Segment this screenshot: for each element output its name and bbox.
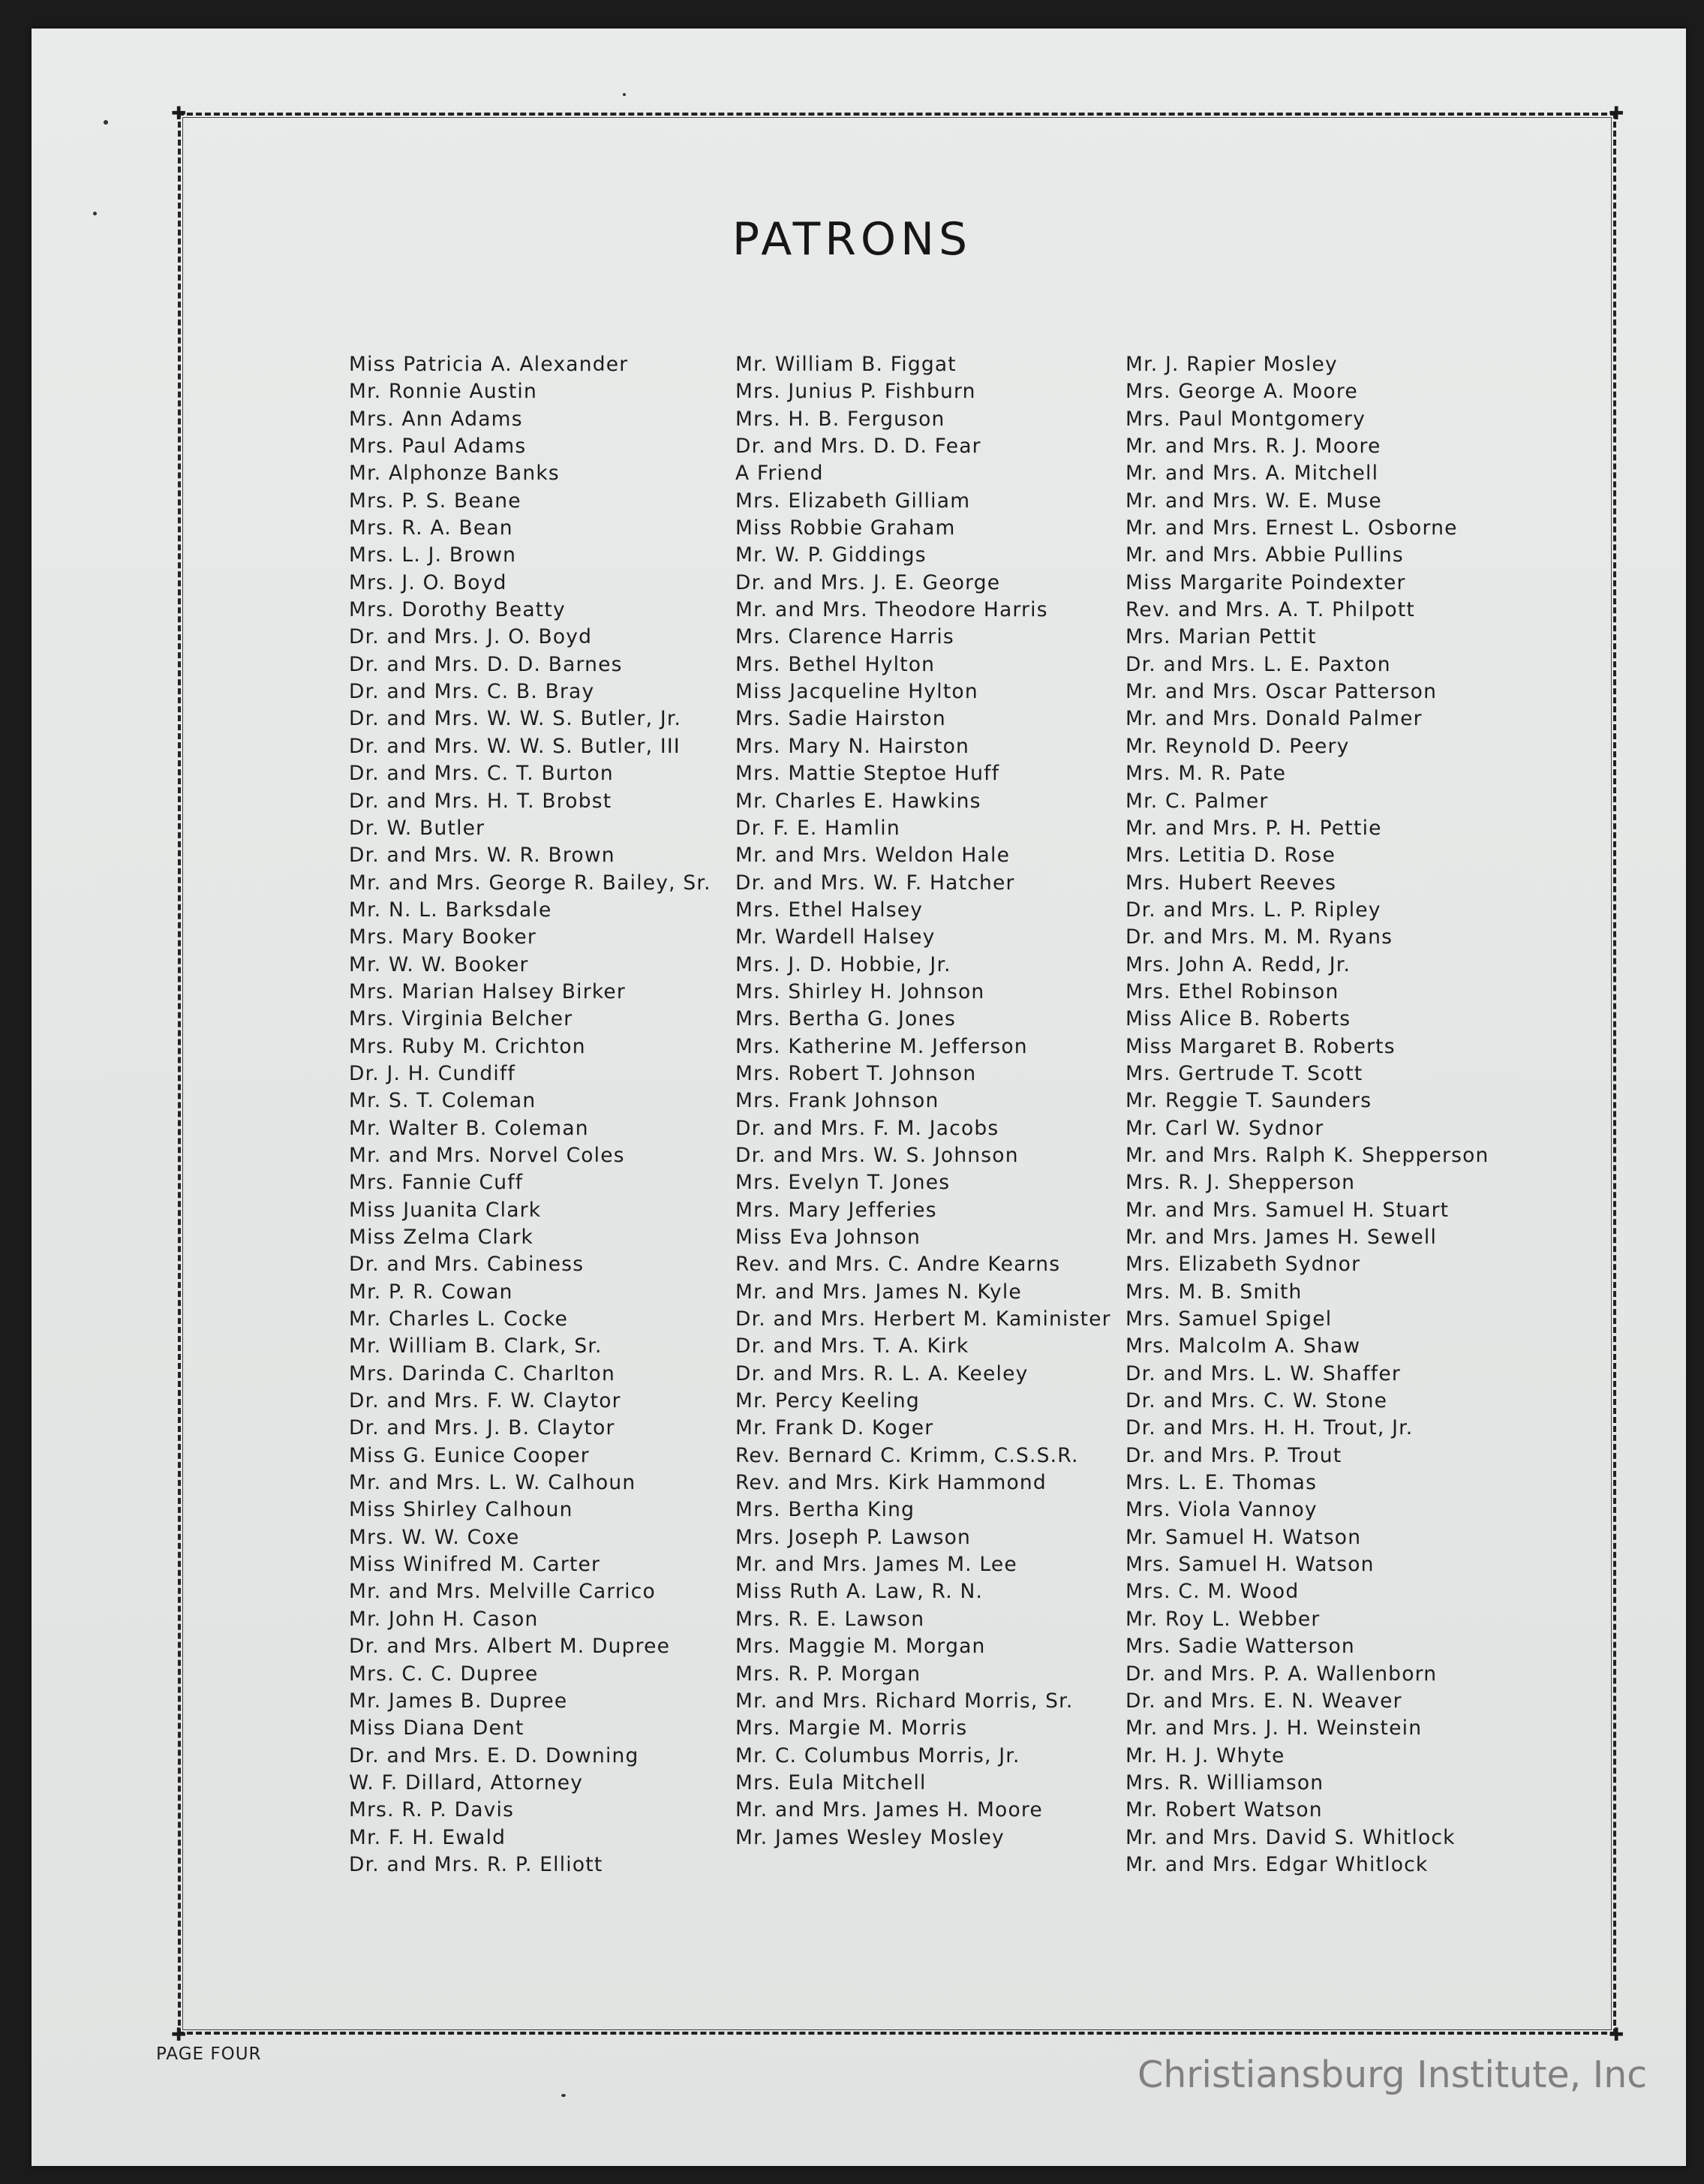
patron-name: Mrs. L. E. Thomas bbox=[1125, 1471, 1318, 1495]
patron-name: Mrs. J. D. Hobbie, Jr. bbox=[735, 952, 951, 976]
patron-name: Dr. and Mrs. C. W. Stone bbox=[1125, 1389, 1388, 1413]
patron-name: Mrs. Samuel H. Watson bbox=[1125, 1553, 1375, 1577]
patron-name: Mr. and Mrs. A. Mitchell bbox=[1125, 462, 1379, 486]
patron-name: Miss Margaret B. Roberts bbox=[1125, 1034, 1396, 1058]
patron-name: Mrs. R. E. Lawson bbox=[735, 1607, 925, 1631]
patron-name: Mr. John H. Cason bbox=[349, 1607, 539, 1631]
patron-name: Rev. and Mrs. Kirk Hammond bbox=[735, 1471, 1047, 1495]
patron-name: Mrs. Clarence Harris bbox=[735, 625, 954, 649]
patron-name: Mrs. Virginia Belcher bbox=[349, 1007, 573, 1031]
patron-name: Mr. Robert Watson bbox=[1125, 1798, 1323, 1822]
patron-name: Dr. and Mrs. F. M. Jacobs bbox=[735, 1116, 999, 1140]
patron-name: Rev. Bernard C. Krimm, C.S.S.R. bbox=[735, 1443, 1079, 1467]
patron-name: Rev. and Mrs. A. T. Philpott bbox=[1125, 598, 1416, 622]
patron-name: Mr. and Mrs. Melville Carrico bbox=[349, 1580, 656, 1604]
patron-name: Dr. and Mrs. E. N. Weaver bbox=[1125, 1689, 1402, 1713]
patron-name: Mrs. Viola Vannoy bbox=[1125, 1498, 1318, 1522]
patron-name: Mr. S. T. Coleman bbox=[349, 1089, 536, 1113]
patron-name: Mr. Charles L. Cocke bbox=[349, 1307, 569, 1331]
patron-name: Mrs. Paul Adams bbox=[349, 435, 527, 459]
patron-name: A Friend bbox=[735, 462, 824, 486]
patron-name: Mr. Alphonze Banks bbox=[349, 462, 560, 486]
patron-name: Dr. and Mrs. Albert M. Dupree bbox=[349, 1635, 671, 1659]
page-number-label: PAGE FOUR bbox=[156, 2044, 262, 2064]
patron-name: Mr. C. Columbus Morris, Jr. bbox=[735, 1743, 1020, 1767]
scan-speck bbox=[561, 2094, 566, 2097]
patron-name: Mr. William B. Clark, Sr. bbox=[349, 1334, 603, 1358]
patron-name: Mr. F. H. Ewald bbox=[349, 1825, 506, 1849]
archive-watermark: Christiansburg Institute, Inc bbox=[1138, 2053, 1648, 2096]
patron-name: Dr. F. E. Hamlin bbox=[735, 816, 900, 840]
patron-name: Dr. and Mrs. E. D. Downing bbox=[349, 1743, 639, 1767]
patron-name: Mr. H. J. Whyte bbox=[1125, 1743, 1285, 1767]
patron-name: Mr. and Mrs. Theodore Harris bbox=[735, 598, 1048, 622]
patron-name: Mr. and Mrs. Donald Palmer bbox=[1125, 707, 1423, 731]
patron-name: Mr. Percy Keeling bbox=[735, 1389, 920, 1413]
patron-name: Mrs. Samuel Spigel bbox=[1125, 1307, 1333, 1331]
patron-name: Miss Eva Johnson bbox=[735, 1226, 921, 1249]
patron-name: Mr. and Mrs. James M. Lee bbox=[735, 1553, 1017, 1577]
patron-name: Dr. and Mrs. L. E. Paxton bbox=[1125, 652, 1391, 676]
patron-name: Miss G. Eunice Cooper bbox=[349, 1443, 590, 1467]
patron-name: Miss Ruth A. Law, R. N. bbox=[735, 1580, 984, 1604]
patron-name: Mrs. Evelyn T. Jones bbox=[735, 1171, 951, 1195]
patron-name: Mrs. Paul Montgomery bbox=[1125, 407, 1366, 431]
patron-name: Mrs. Frank Johnson bbox=[735, 1089, 939, 1113]
patron-name: Mrs. Mary Jefferies bbox=[735, 1198, 937, 1222]
patron-name: Mrs. Fannie Cuff bbox=[349, 1171, 524, 1195]
patron-name: Dr. W. Butler bbox=[349, 816, 485, 840]
patron-name: Dr. and Mrs. P. Trout bbox=[1125, 1443, 1342, 1467]
patron-name: Dr. and Mrs. H. T. Brobst bbox=[349, 789, 612, 813]
border-corner-ornament: ✚ bbox=[1608, 2024, 1624, 2045]
patron-name: Mrs. H. B. Ferguson bbox=[735, 407, 945, 431]
patron-name: Mr. Walter B. Coleman bbox=[349, 1116, 589, 1140]
patron-name: Mr. and Mrs. Ralph K. Shepperson bbox=[1125, 1143, 1489, 1167]
patron-name: Mr. William B. Figgat bbox=[735, 353, 957, 376]
patron-name: Dr. and Mrs. L. W. Shaffer bbox=[1125, 1361, 1401, 1385]
scan-speck bbox=[104, 120, 108, 125]
patron-name: Mr. P. R. Cowan bbox=[349, 1280, 513, 1304]
patron-name: Dr. and Mrs. J. O. Boyd bbox=[349, 625, 593, 649]
patron-name: Mr. J. Rapier Mosley bbox=[1125, 353, 1338, 376]
patron-name: Mr. and Mrs. J. H. Weinstein bbox=[1125, 1716, 1423, 1740]
patron-name: Dr. and Mrs. C. B. Bray bbox=[349, 680, 595, 704]
patron-name: Mrs. Maggie M. Morgan bbox=[735, 1635, 986, 1659]
patron-name: Dr. and Mrs. W. W. S. Butler, III bbox=[349, 734, 681, 758]
patron-name: Dr. and Mrs. W. F. Hatcher bbox=[735, 871, 1015, 895]
patron-name: Mr. Carl W. Sydnor bbox=[1125, 1116, 1324, 1140]
patron-name: Mrs. M. B. Smith bbox=[1125, 1280, 1303, 1304]
patron-name: Mr. and Mrs. L. W. Calhoun bbox=[349, 1471, 636, 1495]
patron-name: Dr. and Mrs. D. D. Fear bbox=[735, 435, 981, 459]
patron-name: Dr. and Mrs. P. A. Wallenborn bbox=[1125, 1662, 1438, 1686]
patron-name: Mr. and Mrs. Samuel H. Stuart bbox=[1125, 1198, 1450, 1222]
patron-name: Mrs. Joseph P. Lawson bbox=[735, 1525, 971, 1549]
patron-name: Mrs. R. J. Shepperson bbox=[1125, 1171, 1356, 1195]
patron-name: Mrs. Mattie Steptoe Huff bbox=[735, 762, 1000, 786]
patron-name: Mrs. Elizabeth Gilliam bbox=[735, 489, 971, 513]
patron-name: Mr. N. L. Barksdale bbox=[349, 898, 552, 922]
patron-name: Dr. and Mrs. W. R. Brown bbox=[349, 844, 615, 868]
patron-name: Dr. and Mrs. H. H. Trout, Jr. bbox=[1125, 1416, 1414, 1440]
patron-name: Dr. and Mrs. F. W. Claytor bbox=[349, 1389, 621, 1413]
patron-name: Dr. and Mrs. T. A. Kirk bbox=[735, 1334, 969, 1358]
patron-name: Dr. J. H. Cundiff bbox=[349, 1061, 516, 1085]
patron-name: Mrs. Bertha G. Jones bbox=[735, 1007, 956, 1031]
patron-name: Mr. James B. Dupree bbox=[349, 1689, 568, 1713]
patron-name: Mr. and Mrs. George R. Bailey, Sr. bbox=[349, 871, 711, 895]
patron-name: Miss Margarite Poindexter bbox=[1125, 570, 1406, 594]
patron-name: Miss Patricia A. Alexander bbox=[349, 353, 629, 376]
patron-name: Mrs. Marian Halsey Birker bbox=[349, 979, 627, 1003]
patron-name: Mr. and Mrs. James N. Kyle bbox=[735, 1280, 1022, 1304]
patron-name: Mrs. Ethel Halsey bbox=[735, 898, 924, 922]
patron-name: Mr. and Mrs. James H. Moore bbox=[735, 1798, 1043, 1822]
border-corner-ornament: ✚ bbox=[170, 2024, 187, 2045]
patron-name: Mr. Ronnie Austin bbox=[349, 380, 537, 404]
scan-speck bbox=[93, 212, 97, 215]
patron-name: Miss Jacqueline Hylton bbox=[735, 680, 978, 704]
patron-name: Mrs. L. J. Brown bbox=[349, 543, 517, 567]
patron-name: Mrs. John A. Redd, Jr. bbox=[1125, 952, 1351, 976]
patron-name: Mrs. George A. Moore bbox=[1125, 380, 1358, 404]
patron-name: Mrs. R. Williamson bbox=[1125, 1770, 1324, 1794]
patron-name: Mr. Roy L. Webber bbox=[1125, 1607, 1321, 1631]
patron-name: Mr. and Mrs. Abbie Pullins bbox=[1125, 543, 1404, 567]
patron-name: Mrs. C. M. Wood bbox=[1125, 1580, 1300, 1604]
patron-name: Mr. W. W. Booker bbox=[349, 952, 529, 976]
patron-name: Mrs. R. P. Morgan bbox=[735, 1662, 921, 1686]
patron-name: Dr. and Mrs. J. B. Claytor bbox=[349, 1416, 615, 1440]
patron-name: Mrs. Bethel Hylton bbox=[735, 652, 936, 676]
patron-name: Mrs. Ethel Robinson bbox=[1125, 979, 1339, 1003]
patron-name: Mr. and Mrs. Oscar Patterson bbox=[1125, 680, 1438, 704]
patron-name: Mr. and Mrs. Norvel Coles bbox=[349, 1143, 625, 1167]
patron-name: Dr. and Mrs. W. S. Johnson bbox=[735, 1143, 1019, 1167]
patron-name: Mr. and Mrs. W. E. Muse bbox=[1125, 489, 1382, 513]
patron-name: Dr. and Mrs. M. M. Ryans bbox=[1125, 925, 1393, 949]
patron-name: Miss Alice B. Roberts bbox=[1125, 1007, 1351, 1031]
page-title: PATRONS bbox=[732, 213, 972, 266]
patron-name: Mr. and Mrs. James H. Sewell bbox=[1125, 1226, 1438, 1249]
patron-name: Mrs. Marian Pettit bbox=[1125, 625, 1317, 649]
patron-name: Mr. and Mrs. P. H. Pettie bbox=[1125, 816, 1382, 840]
patron-name: Mrs. Margie M. Morris bbox=[735, 1716, 968, 1740]
patron-name: Dr. and Mrs. L. P. Ripley bbox=[1125, 898, 1381, 922]
patron-name: Mrs. Hubert Reeves bbox=[1125, 871, 1337, 895]
patron-name: W. F. Dillard, Attorney bbox=[349, 1770, 584, 1794]
patron-name: Mrs. R. P. Davis bbox=[349, 1798, 515, 1822]
patron-name: Mr. and Mrs. Ernest L. Osborne bbox=[1125, 516, 1458, 540]
patron-name: Mrs. W. W. Coxe bbox=[349, 1525, 520, 1549]
patron-name: Mr. Reggie T. Saunders bbox=[1125, 1089, 1372, 1113]
patron-name: Mrs. P. S. Beane bbox=[349, 489, 521, 513]
patron-name: Mrs. Eula Mitchell bbox=[735, 1770, 927, 1794]
patron-name: Mrs. Mary Booker bbox=[349, 925, 536, 949]
patron-name: Dr. and Mrs. Herbert M. Kaminister bbox=[735, 1307, 1111, 1331]
patron-name: Mrs. Darinda C. Charlton bbox=[349, 1361, 615, 1385]
patron-name: Mrs. Bertha King bbox=[735, 1498, 915, 1522]
patron-name: Rev. and Mrs. C. Andre Kearns bbox=[735, 1253, 1061, 1277]
patron-name: Mrs. Malcolm A. Shaw bbox=[1125, 1334, 1361, 1358]
patron-name: Mr. Samuel H. Watson bbox=[1125, 1525, 1362, 1549]
patron-name: Miss Robbie Graham bbox=[735, 516, 956, 540]
patron-name: Dr. and Mrs. W. W. S. Butler, Jr. bbox=[349, 707, 682, 731]
patron-name: Dr. and Mrs. J. E. George bbox=[735, 570, 1001, 594]
border-corner-ornament: ✚ bbox=[1608, 103, 1624, 124]
patron-name: Mr. and Mrs. Richard Morris, Sr. bbox=[735, 1689, 1074, 1713]
patron-name: Mrs. Elizabeth Sydnor bbox=[1125, 1253, 1361, 1277]
patron-name: Miss Shirley Calhoun bbox=[349, 1498, 573, 1522]
patron-name: Mr. Frank D. Koger bbox=[735, 1416, 934, 1440]
patron-name: Miss Zelma Clark bbox=[349, 1226, 534, 1249]
patrons-column-2 bbox=[735, 351, 1111, 1852]
patron-name: Mrs. M. R. Pate bbox=[1125, 762, 1287, 786]
patron-name: Mrs. Ann Adams bbox=[349, 407, 523, 431]
border-corner-ornament: ✚ bbox=[170, 103, 187, 124]
patron-name: Mrs. Gertrude T. Scott bbox=[1125, 1061, 1363, 1085]
patrons-column-1 bbox=[349, 351, 711, 1879]
patron-name: Mrs. Ruby M. Crichton bbox=[349, 1034, 586, 1058]
patron-name: Mrs. J. O. Boyd bbox=[349, 570, 507, 594]
patron-name: Mr. C. Palmer bbox=[1125, 789, 1269, 813]
patrons-column-3 bbox=[1125, 351, 1489, 1879]
patron-name: Mr. and Mrs. David S. Whitlock bbox=[1125, 1825, 1456, 1849]
patron-name: Mr. W. P. Giddings bbox=[735, 543, 927, 567]
patron-name: Mrs. Sadie Watterson bbox=[1125, 1635, 1355, 1659]
patron-name: Mr. James Wesley Mosley bbox=[735, 1825, 1005, 1849]
patron-name: Mr. Reynold D. Peery bbox=[1125, 734, 1350, 758]
patron-name: Dr. and Mrs. R. P. Elliott bbox=[349, 1852, 603, 1876]
patron-name: Mrs. Robert T. Johnson bbox=[735, 1061, 977, 1085]
patron-name: Mr. and Mrs. R. J. Moore bbox=[1125, 435, 1381, 459]
patron-name: Dr. and Mrs. R. L. A. Keeley bbox=[735, 1361, 1029, 1385]
patron-name: Dr. and Mrs. D. D. Barnes bbox=[349, 652, 623, 676]
patron-name: Mrs. Letitia D. Rose bbox=[1125, 844, 1336, 868]
patron-name: Mr. and Mrs. Edgar Whitlock bbox=[1125, 1852, 1429, 1876]
patron-name: Mrs. Mary N. Hairston bbox=[735, 734, 970, 758]
scan-speck bbox=[623, 93, 626, 96]
patron-name: Dr. and Mrs. C. T. Burton bbox=[349, 762, 614, 786]
patron-name: Mrs. Sadie Hairston bbox=[735, 707, 946, 731]
patron-name: Dr. and Mrs. Cabiness bbox=[349, 1253, 585, 1277]
patron-name: Mrs. Dorothy Beatty bbox=[349, 598, 566, 622]
patron-name: Mr. Wardell Halsey bbox=[735, 925, 936, 949]
patron-name: Miss Winifred M. Carter bbox=[349, 1553, 601, 1577]
patron-name: Mrs. Junius P. Fishburn bbox=[735, 380, 976, 404]
patron-name: Mr. and Mrs. Weldon Hale bbox=[735, 844, 1011, 868]
patron-name: Miss Diana Dent bbox=[349, 1716, 524, 1740]
patron-name: Mrs. R. A. Bean bbox=[349, 516, 513, 540]
patron-name: Miss Juanita Clark bbox=[349, 1198, 542, 1222]
patron-name: Mrs. Katherine M. Jefferson bbox=[735, 1034, 1028, 1058]
patron-name: Mrs. Shirley H. Johnson bbox=[735, 979, 985, 1003]
patron-name: Mr. Charles E. Hawkins bbox=[735, 789, 981, 813]
patron-name: Mrs. C. C. Dupree bbox=[349, 1662, 539, 1686]
